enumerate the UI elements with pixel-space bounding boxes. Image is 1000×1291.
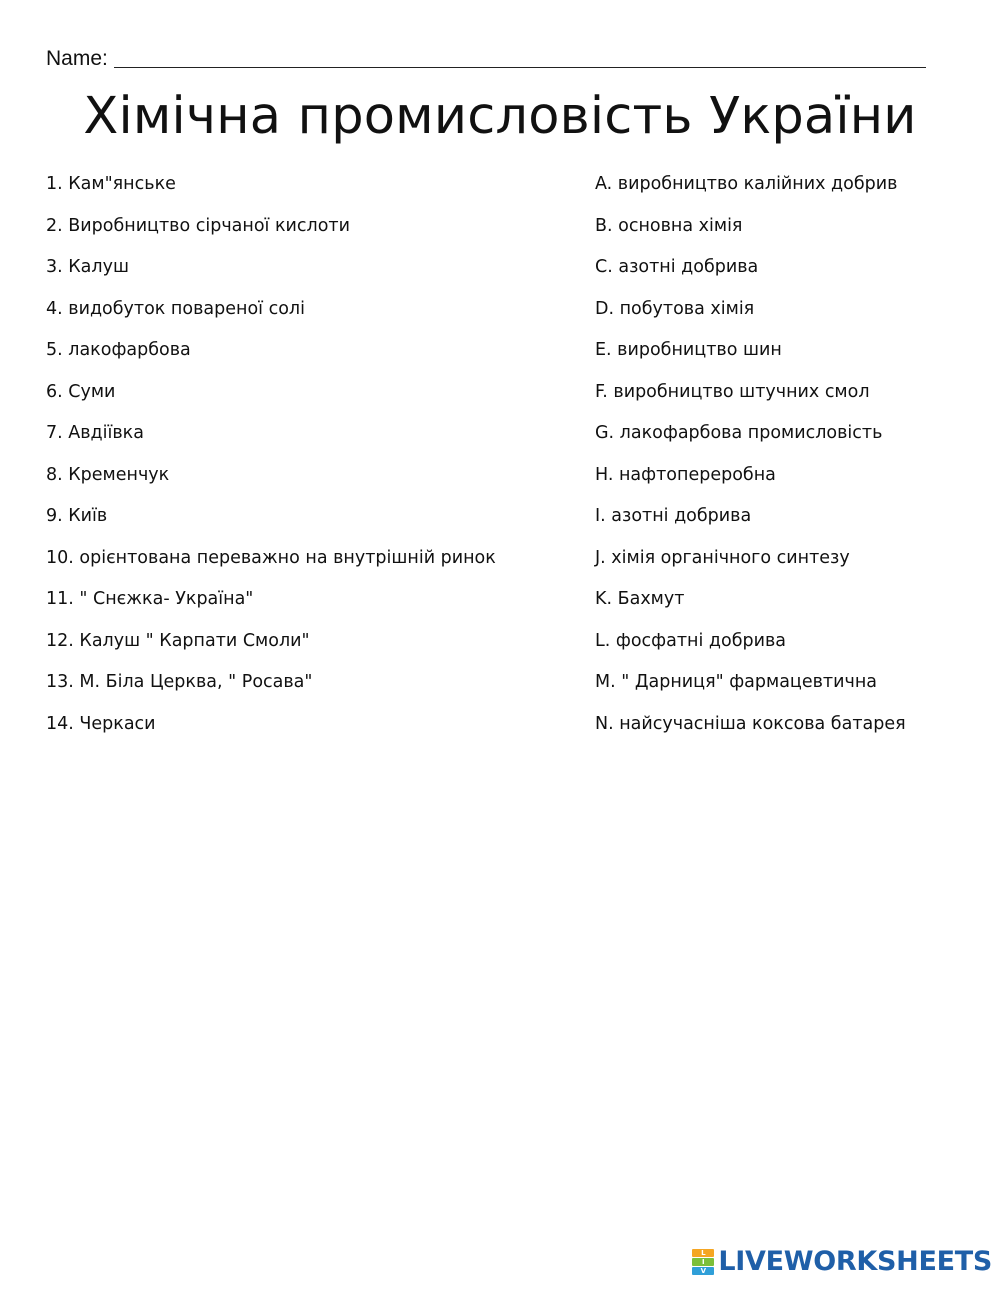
brand-text: LIVEWORKSHEETS bbox=[718, 1246, 992, 1277]
liveworksheets-logo bbox=[692, 1247, 992, 1277]
right-column-list bbox=[595, 172, 985, 753]
right-item-b: B. основна хімія bbox=[595, 215, 743, 236]
left-item-5: 5. лакофарбова bbox=[46, 340, 191, 360]
logo-letter-v: V bbox=[692, 1267, 714, 1275]
left-item-3: 3. Калуш bbox=[46, 257, 129, 277]
name-row bbox=[46, 42, 926, 72]
right-item-n: N. найсучасніша коксова батарея bbox=[595, 713, 906, 734]
right-item-d: D. побутова хімія bbox=[595, 298, 755, 319]
right-item-k: K. Бахмут bbox=[595, 589, 685, 609]
right-item-f: F. виробництво штучних смол bbox=[595, 381, 870, 402]
left-item-8: 8. Кременчук bbox=[46, 464, 170, 485]
left-item-1: 1. Кам"янське bbox=[46, 174, 176, 194]
right-item-l: L. фосфатні добрива bbox=[595, 630, 787, 651]
logo-letter-l: L bbox=[692, 1249, 714, 1257]
page-title: Хімічна промисловість України bbox=[83, 87, 917, 146]
left-item-7: 7. Авдіївка bbox=[46, 423, 144, 443]
left-item-6: 6. Суми bbox=[46, 381, 116, 402]
right-item-m: M. " Дарниця" фармацевтична bbox=[595, 672, 877, 692]
left-item-10: 10. орієнтована переважно на внутрішній ринок bbox=[46, 547, 496, 568]
left-item-11: 11. " Снєжка- Україна" bbox=[46, 589, 254, 609]
left-item-12: 12. Калуш " Карпати Смоли" bbox=[46, 630, 310, 651]
right-item-g: G. лакофарбова промисловість bbox=[595, 423, 883, 443]
name-input-line[interactable] bbox=[114, 67, 926, 68]
logo-mark-icon bbox=[692, 1249, 714, 1275]
right-item-a: A. виробництво калійних добрив bbox=[595, 174, 898, 194]
left-item-14: 14. Черкаси bbox=[46, 713, 156, 734]
left-item-13: 13. М. Біла Церква, " Росава" bbox=[46, 672, 313, 692]
right-item-i: I. азотні добрива bbox=[595, 506, 752, 526]
right-item-j: J. хімія органічного синтезу bbox=[595, 547, 850, 568]
left-item-9: 9. Київ bbox=[46, 506, 108, 526]
left-column-list bbox=[46, 172, 566, 753]
right-item-h: H. нафтопереробна bbox=[595, 464, 776, 485]
left-item-2: 2. Виробництво сірчаної кислоти bbox=[46, 215, 351, 236]
right-item-c: C. азотні добрива bbox=[595, 257, 759, 277]
name-label: Name: bbox=[46, 47, 108, 70]
left-item-4: 4. видобуток повареної солі bbox=[46, 298, 305, 319]
logo-letter-i: I bbox=[692, 1258, 714, 1266]
right-item-e: E. виробництво шин bbox=[595, 340, 782, 360]
